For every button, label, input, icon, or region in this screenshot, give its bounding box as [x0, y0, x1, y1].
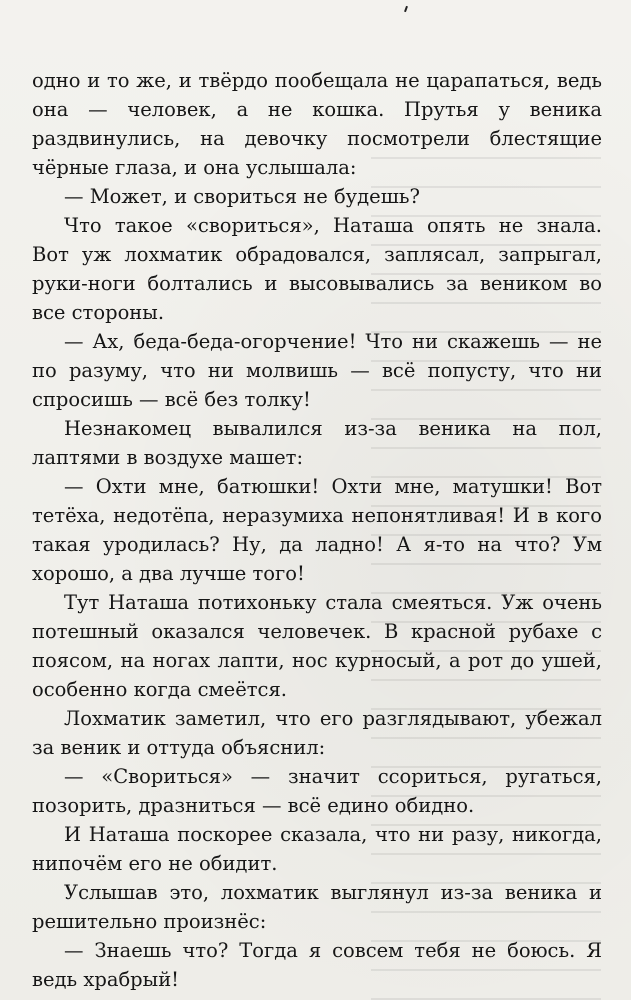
story-text — [32, 66, 602, 994]
paragraph: Услышав это, лохматик выглянул из-за веника и решительно произнёс: — [32, 881, 602, 933]
paragraph: — «Свориться» — значит ссориться, ругаться, позорить, дразниться — всё едино обидно. — [32, 765, 602, 817]
paragraph: Незнакомец вывалился из-за веника на пол, лаптями в воздухе машет: — [32, 417, 602, 469]
paragraph: одно и то же, и твёрдо пообещала не царапаться, ведь она — человек, а не кошка. Прутья у веника раздвинулись, на девочку посмотрели блестящие чёрные глаза, и она услышала: — [32, 69, 602, 179]
paragraph: — Охти мне, батюшки! Охти мне, матушки! Вот тетёха, недотёпа, неразумиха непонятливая! И в кого такая уродилась? Ну, да ладно! А я-то на что? Ум хорошо, а два лучше того! — [32, 475, 602, 585]
paragraph: Лохматик заметил, что его разглядывают, убежал за веник и оттуда объяснил: — [32, 707, 602, 759]
paragraph: — Может, и свориться не будешь? — [64, 185, 420, 208]
paragraph: Что такое «свориться», Наташа опять не знала. Вот уж лохматик обрадовался, заплясал, запрыгал, руки-ноги болтались и высовывались за веником во все стороны. — [32, 214, 602, 324]
paragraph: — Знаешь что? Тогда я совсем тебя не боюсь. Я ведь храбрый! — [32, 939, 602, 991]
paragraph: — Ах, беда-беда-огорчение! Что ни скажешь — не по разуму, что ни молвишь — всё попусту, что ни спросишь — всё без толку! — [32, 330, 602, 411]
paragraph: Тут Наташа потихоньку стала смеяться. Уж очень потешный оказался человечек. В красной рубахе с поясом, на ногах лапти, нос курносый, а рот до ушей, особенно когда смеётся. — [32, 591, 602, 701]
print-mark — [404, 6, 408, 12]
page-top-edge — [0, 0, 631, 34]
paragraph: И Наташа поскорее сказала, что ни разу, никогда, нипочём его не обидит. — [32, 823, 602, 875]
